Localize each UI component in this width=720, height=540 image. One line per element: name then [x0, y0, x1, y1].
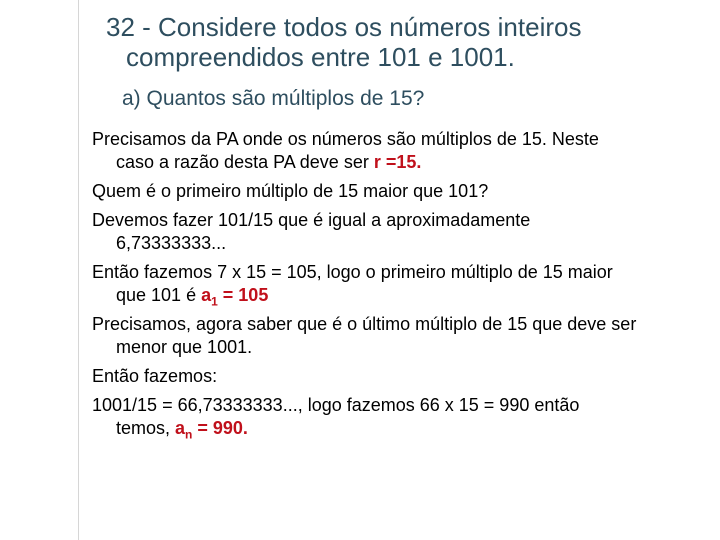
first-term-sub: 1 [211, 294, 218, 309]
p4-line-1: Então fazemos 7 x 15 = 105, logo o primeiro múltiplo de 15 maior [92, 262, 613, 282]
first-term-highlight [201, 285, 269, 309]
p7-line-1: 1001/15 = 66,73333333..., logo fazemos 66 x 15 = 990 então [92, 395, 580, 415]
paragraph-3 [92, 209, 707, 255]
p5-line-1: Precisamos, agora saber que é o último múltiplo de 15 que deve ser [92, 314, 637, 334]
p7-line-2 [92, 417, 707, 440]
p1-line-2 [92, 151, 707, 174]
p1-line-2-text: caso a razão desta PA deve ser [116, 152, 374, 172]
solution-body [92, 128, 707, 446]
paragraph-2: Quem é o primeiro múltiplo de 15 maior que 101? [92, 181, 489, 201]
left-margin-rule [78, 0, 79, 540]
slide-title [106, 12, 706, 72]
first-term-var: a [201, 285, 212, 305]
paragraph-6: Então fazemos: [92, 366, 218, 386]
paragraph-7 [92, 394, 707, 440]
last-term-sub: n [185, 427, 193, 442]
last-term-var: a [175, 418, 186, 438]
last-term-highlight [175, 418, 248, 442]
p3-line-1: Devemos fazer 101/15 que é igual a aproximadamente [92, 210, 531, 230]
p1-line-1: Precisamos da PA onde os números são múltiplos de 15. Neste [92, 129, 599, 149]
paragraph-1 [92, 128, 707, 174]
p4-line-2-text: que 101 é [116, 285, 202, 305]
ratio-highlight: r =15. [373, 152, 422, 172]
last-term-value: = 990. [192, 418, 248, 438]
p5-line-2: menor que 1001. [116, 337, 253, 357]
p3-line-2: 6,73333333... [116, 233, 227, 253]
paragraph-4 [92, 261, 707, 307]
paragraph-5 [92, 313, 707, 359]
p7-line-2-text: temos, [116, 418, 176, 438]
title-line-2: compreendidos entre 101 e 1001. [126, 42, 515, 72]
p4-line-2 [92, 284, 707, 307]
first-term-value: = 105 [217, 285, 269, 305]
question-a: a) Quantos são múltiplos de 15? [122, 87, 425, 110]
title-line-1: 32 - Considere todos os números inteiros [106, 12, 582, 42]
